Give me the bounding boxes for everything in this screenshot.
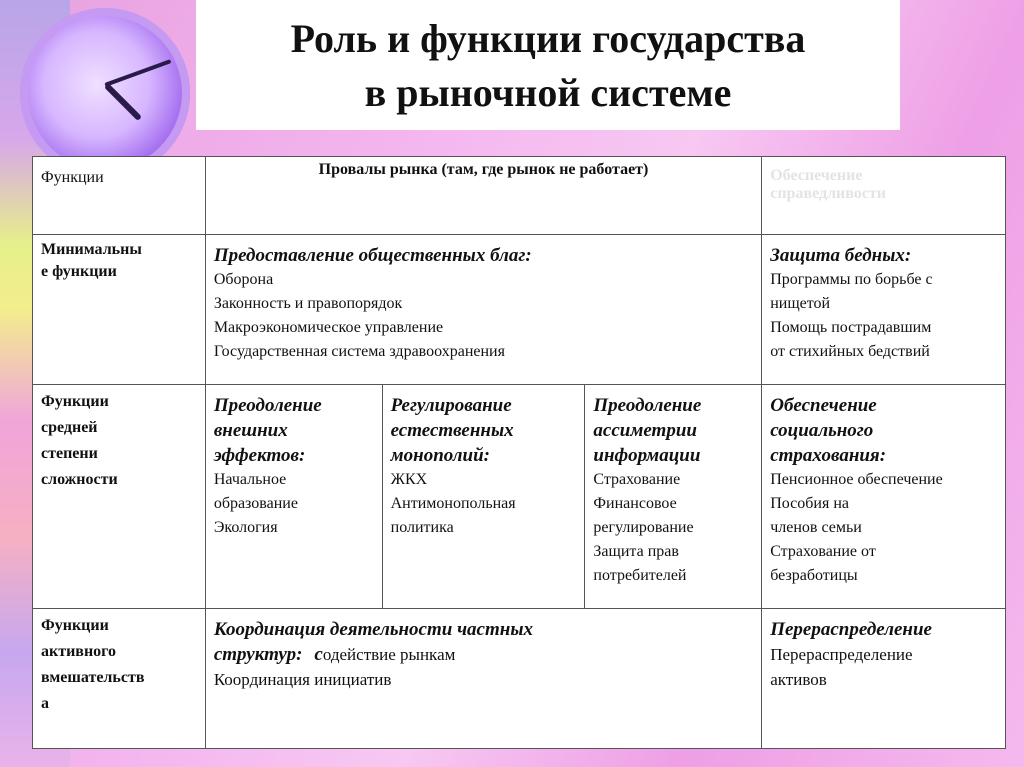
cell-heading: внешних bbox=[213, 420, 288, 441]
list-item: Защита прав bbox=[593, 543, 679, 560]
list-item: Антимонопольная bbox=[390, 495, 516, 512]
header-market-failures: Провалы рынка (там, где рынок не работает) bbox=[205, 157, 761, 235]
list-item: безработицы bbox=[770, 567, 858, 584]
cell-heading: информации bbox=[593, 445, 701, 466]
cell-heading: Преодоление bbox=[213, 395, 322, 416]
cell-heading: Преодоление bbox=[593, 395, 702, 416]
list-item: регулирование bbox=[593, 519, 694, 536]
cell-heading: ассиметрии bbox=[593, 420, 697, 441]
cell-heading: эффектов: bbox=[213, 445, 306, 466]
row-label-line: Минимальны bbox=[41, 241, 142, 258]
list-item: политика bbox=[390, 519, 454, 536]
list-item: Помощь пострадавшим bbox=[770, 319, 932, 336]
cell-heading: монополий: bbox=[390, 445, 490, 466]
cell-public-goods bbox=[205, 235, 761, 385]
title-line-2: в рыночной системе bbox=[364, 70, 732, 115]
row-label-active bbox=[33, 609, 206, 749]
cell-monopolies bbox=[382, 385, 585, 609]
cell-coordination bbox=[205, 609, 761, 749]
list-item: активов bbox=[770, 670, 827, 689]
row-label-line: активного bbox=[41, 643, 117, 660]
list-item: нищетой bbox=[770, 295, 831, 312]
list-item: Экология bbox=[213, 519, 278, 536]
row-label-line: е функции bbox=[41, 263, 117, 280]
cell-heading: социального bbox=[770, 420, 874, 441]
list-item: Перераспределение bbox=[770, 645, 913, 664]
list-item: Государственная система здравоохранения bbox=[213, 343, 505, 360]
cell-heading: Защита бедных: bbox=[770, 245, 912, 266]
row-label-line: вмешательств bbox=[41, 669, 145, 686]
row-label-line: а bbox=[41, 695, 49, 712]
list-item: Координация инициатив bbox=[213, 670, 392, 689]
header-justice-line-2: справедливости bbox=[770, 185, 886, 202]
row-label-line: Функции bbox=[41, 393, 109, 410]
cell-heading: естественных bbox=[390, 420, 514, 441]
table-header-row bbox=[33, 157, 1006, 235]
functions-table bbox=[32, 156, 1006, 749]
cell-social-insurance bbox=[762, 385, 1006, 609]
title-line-1: Роль и функции государства bbox=[290, 16, 806, 61]
cell-heading: Координация деятельности частных bbox=[213, 619, 533, 640]
cell-protect-poor bbox=[762, 235, 1006, 385]
list-item: Страхование от bbox=[770, 543, 876, 560]
list-item: образование bbox=[213, 495, 298, 512]
row-label-minimal bbox=[33, 235, 206, 385]
cell-heading: Обеспечение bbox=[770, 395, 877, 416]
header-functions: Функции bbox=[33, 157, 206, 235]
list-item: Программы по борьбе с bbox=[770, 271, 933, 288]
row-label-line: сложности bbox=[41, 471, 118, 488]
list-item: от стихийных бедствий bbox=[770, 343, 930, 360]
cell-information-asymmetry bbox=[585, 385, 762, 609]
header-justice bbox=[762, 157, 1006, 235]
header-justice-line-1: Обеспечение bbox=[770, 167, 863, 184]
cell-heading-line-2 bbox=[214, 642, 753, 667]
clock-image bbox=[20, 8, 190, 178]
list-item: ЖКХ bbox=[390, 471, 428, 488]
list-item: Законность и правопорядок bbox=[213, 295, 403, 312]
cell-externalities bbox=[205, 385, 382, 609]
list-item: Финансовое bbox=[593, 495, 677, 512]
cell-heading: Регулирование bbox=[390, 395, 512, 416]
cell-heading: страхования: bbox=[770, 445, 887, 466]
list-item: Оборона bbox=[213, 271, 274, 288]
cell-heading: Перераспределение bbox=[770, 619, 932, 640]
list-item: Макроэкономическое управление bbox=[213, 319, 444, 336]
row-label-line: средней bbox=[41, 419, 98, 436]
cell-heading-c: с bbox=[314, 644, 323, 665]
row-label-line: Функции bbox=[41, 617, 109, 634]
row-label-medium bbox=[33, 385, 206, 609]
list-item: Страхование bbox=[593, 471, 681, 488]
list-item: одействие рынкам bbox=[322, 645, 456, 664]
slide-title bbox=[196, 12, 900, 120]
cell-heading: структур: bbox=[213, 644, 303, 665]
table-row-active bbox=[33, 609, 1006, 749]
table-row-medium bbox=[33, 385, 1006, 609]
row-label-line: степени bbox=[41, 445, 98, 462]
cell-heading: Предоставление общественных благ: bbox=[213, 245, 532, 266]
table-row-minimal bbox=[33, 235, 1006, 385]
cell-redistribution bbox=[762, 609, 1006, 749]
list-item: Пособия на bbox=[770, 495, 849, 512]
list-item: Начальное bbox=[213, 471, 287, 488]
list-item: членов семьи bbox=[770, 519, 862, 536]
list-item: потребителей bbox=[593, 567, 687, 584]
list-item: Пенсионное обеспечение bbox=[770, 471, 943, 488]
